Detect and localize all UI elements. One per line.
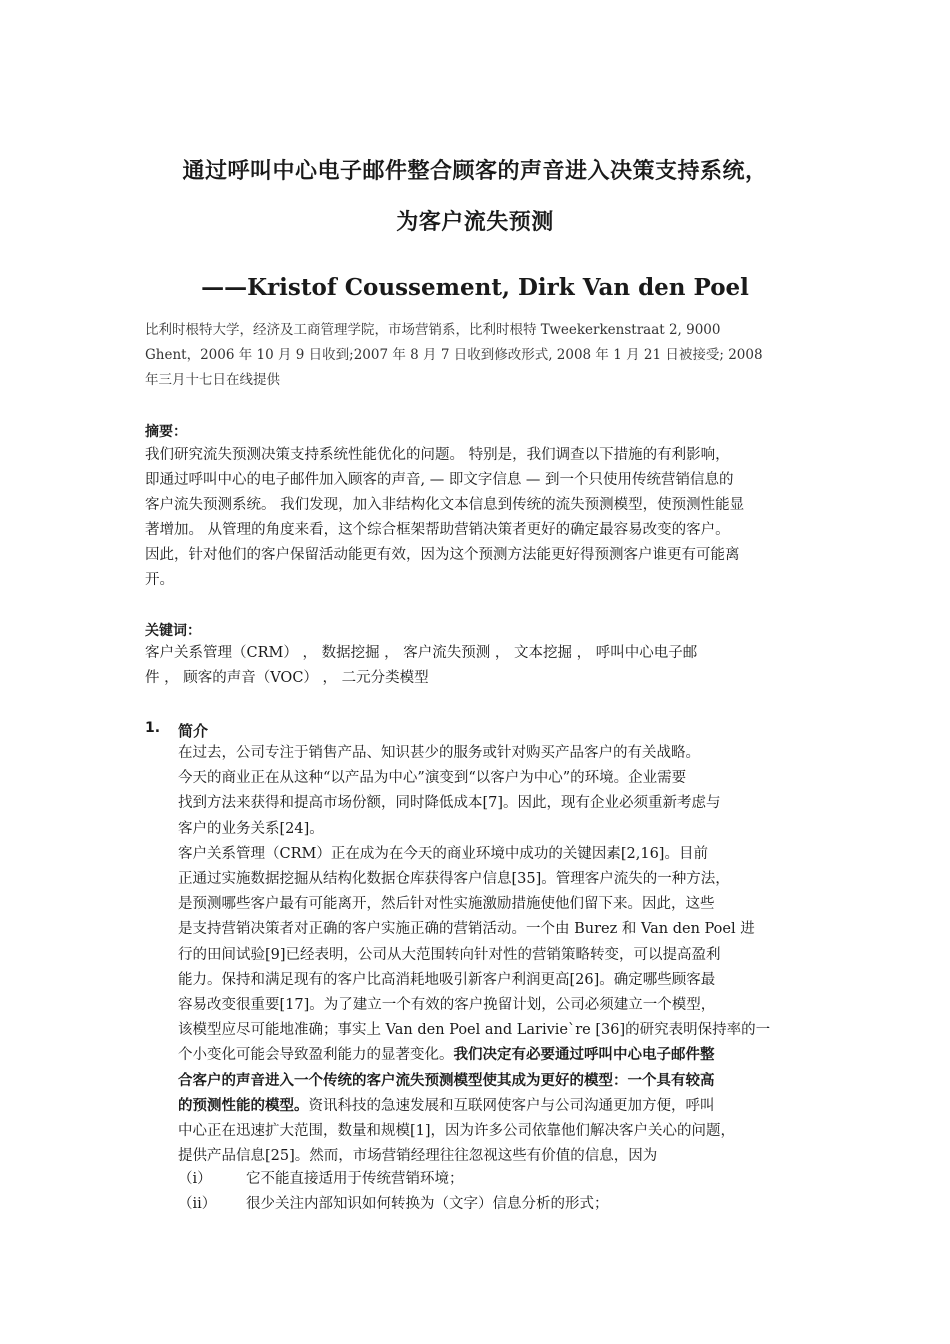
- abstract-heading: 摘要：: [145, 424, 187, 440]
- body-line: 是预测哪些客户最有可能离开，然后针对性实施激励措施使他们留下来。因此，这些: [178, 896, 715, 913]
- body-line: 行的田间试验[9]已经表明，公司从大范围转向针对性的营销策略转变，可以提高盈利: [178, 946, 721, 963]
- body-line: 今天的商业正在从这种“以产品为中心”演变到“以客户为中心”的环境。企业需要: [178, 770, 687, 787]
- abstract-line: 客户流失预测系统。 我们发现，加入非结构化文本信息到传统的流失预测模型，使预测性能显: [145, 497, 745, 513]
- body-line: 能力。保持和满足现有的客户比高消耗地吸引新客户利润更高[26]。确定哪些顾客最: [178, 971, 716, 988]
- list-item: [178, 1192, 609, 1213]
- list-marker: （i）: [178, 1171, 212, 1187]
- abstract-line: 我们研究流失预测决策支持系统性能优化的问题。 特别是，我们调查以下措施的有利影响，: [145, 447, 730, 463]
- list-text: 很少关注内部知识如何转换为（文字）信息分析的形式；: [246, 1196, 609, 1212]
- body-line: 是支持营销决策者对正确的客户实施正确的营销活动。一个由 Burez 和 Van den Poel 进: [178, 921, 755, 938]
- body-line: 在过去，公司专注于销售产品、知识甚少的服务或针对购买产品客户的有关战略。: [178, 745, 700, 761]
- body-line: 找到方法来获得和提高市场份额，同时降低成本[7]。因此，现有企业必须重新考虑与: [178, 795, 721, 812]
- keywords-line: 客户关系管理（CRM） ， 数据挖掘 ， 客户流失预测 ， 文本挖掘 ， 呼叫中心电子邮: [145, 645, 698, 661]
- body-line: [178, 1094, 818, 1119]
- bold-line: 合客户的声音进入一个传统的客户流失预测模型使其成为更好的模型：一个具有较高: [178, 1072, 715, 1089]
- body-line: 客户关系管理（CRM）正在成为在今天的商业环境中成功的关键因素[2,16]。目前: [178, 845, 708, 862]
- body-text: 资讯科技的急速发展和互联网使客户与公司沟通更加方便，呼叫: [308, 1097, 715, 1114]
- body-line: 客户的业务关系[24]。: [178, 820, 324, 837]
- affiliation: [145, 318, 810, 393]
- body-line: 该模型应尽可能地准确；事实上 Van den Poel and Larivie`re [36]的研究表明保持率的一: [178, 1022, 771, 1039]
- list-item: [178, 1167, 464, 1188]
- section-body: [178, 741, 818, 1169]
- body-line: [178, 1043, 818, 1068]
- abstract-line: 开。: [145, 572, 174, 588]
- keywords-line: 件 ， 顾客的声音（VOC） ， 二元分类模型: [145, 670, 429, 686]
- bold-emphasis: 我们决定有必要通过呼叫中心电子邮件整: [453, 1047, 715, 1064]
- keywords-heading: 关键词：: [145, 623, 201, 639]
- list-text: 它不能直接适用于传统营销环境；: [246, 1171, 464, 1187]
- abstract-line: 因此，针对他们的客户保留活动能更有效，因为这个预测方法能更好得预测客户谁更有可能离: [145, 547, 740, 563]
- abstract-body: [145, 443, 813, 593]
- section-number: 1.: [145, 720, 161, 736]
- title-line-2: 为客户流失预测: [396, 210, 554, 235]
- affiliation-line: 年三月十七日在线提供: [145, 372, 280, 388]
- section-title: 简介: [178, 722, 209, 740]
- abstract-line: 著增加。 从管理的角度来看，这个综合框架帮助营销决策者更好的确定最容易改变的客户。: [145, 522, 730, 538]
- body-line: 容易改变很重要[17]。为了建立一个有效的客户挽留计划，公司必须建立一个模型，: [178, 997, 716, 1014]
- authors: ——Kristof Coussement, Dirk Van den Poel: [201, 274, 749, 301]
- abstract-line: 即通过呼叫中心的电子邮件加入顾客的声音, — 即文字信息 — 到一个只使用传统营销信息的: [145, 472, 734, 488]
- list-marker: （ii）: [178, 1196, 217, 1212]
- affiliation-line: Ghent，2006 年 10 月 9 日收到;2007 年 8 月 7 日收到修改形式, 2008 年 1 月 21 日被接受; 2008: [145, 347, 763, 363]
- body-text: 个小变化可能会导致盈利能力的显著变化。: [178, 1047, 454, 1064]
- body-line: 正通过实施数据挖掘从结构化数据仓库获得客户信息[35]。管理客户流失的一种方法，: [178, 871, 730, 888]
- keywords-body: [145, 641, 813, 691]
- body-line: 中心正在迅速扩大范围，数量和规模[1]，因为许多公司依靠他们解决客户关心的问题，: [178, 1123, 736, 1140]
- affiliation-line: 比利时根特大学，经济及工商管理学院，市场营销系，比利时根特 Tweekerkenstraat 2, 9000: [145, 322, 721, 338]
- bold-emphasis: 的预测性能的模型。: [178, 1097, 309, 1114]
- title-line-1: 通过呼叫中心电子邮件整合顾客的声音进入决策支持系统，: [182, 159, 768, 184]
- body-line: 提供产品信息[25]。然而，市场营销经理往往忽视这些有价值的信息，因为: [178, 1148, 658, 1165]
